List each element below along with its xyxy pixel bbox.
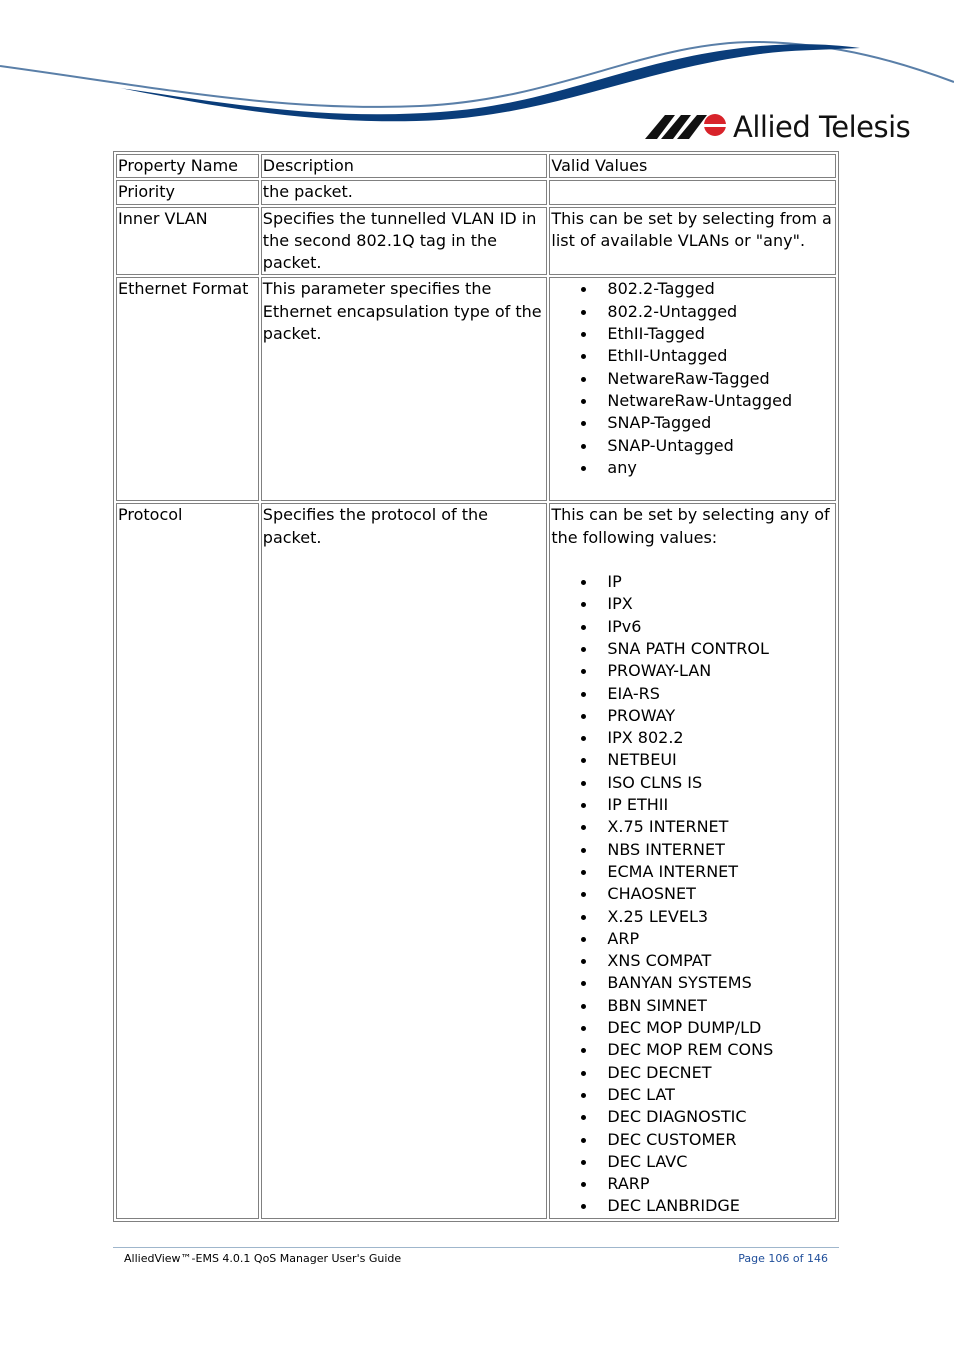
list-item: ISO CLNS IS — [607, 772, 834, 794]
list-item: DEC CUSTOMER — [607, 1129, 834, 1151]
list-item: SNAP-Untagged — [607, 435, 834, 457]
list-item: DEC DIAGNOSTIC — [607, 1106, 834, 1128]
allied-telesis-logo — [645, 108, 911, 148]
list-item: IPX 802.2 — [607, 727, 834, 749]
list-item: IP — [607, 571, 834, 593]
table-header-row — [116, 154, 836, 178]
list-item: BANYAN SYSTEMS — [607, 972, 834, 994]
list-item: ARP — [607, 928, 834, 950]
protocol-intro-text: This can be set by selecting any of the following values: — [551, 505, 830, 547]
property-name-cell: Protocol — [116, 503, 259, 1218]
valid-values-cell: This can be set by selecting from a list of available VLANs or "any". — [549, 207, 836, 276]
list-item: EthII-Tagged — [607, 323, 834, 345]
logo-mark-icon — [645, 108, 729, 144]
list-item: IPv6 — [607, 616, 834, 638]
list-item: SNA PATH CONTROL — [607, 638, 834, 660]
list-item: IP ETHII — [607, 794, 834, 816]
protocol-list — [551, 571, 834, 1218]
list-item: DEC MOP DUMP/LD — [607, 1017, 834, 1039]
column-header-property-name: Property Name — [116, 154, 259, 178]
list-item: DEC LAT — [607, 1084, 834, 1106]
list-item: NETBEUI — [607, 749, 834, 771]
list-item: PROWAY-LAN — [607, 660, 834, 682]
list-item: 802.2-Tagged — [607, 278, 834, 300]
table-row-priority — [116, 180, 836, 204]
list-item: SNAP-Tagged — [607, 412, 834, 434]
properties-table — [113, 151, 839, 1222]
ethernet-format-list — [551, 278, 834, 479]
list-item: NetwareRaw-Untagged — [607, 390, 834, 412]
footer-divider — [113, 1247, 839, 1248]
list-item: NetwareRaw-Tagged — [607, 368, 834, 390]
list-item: DEC LANBRIDGE — [607, 1195, 834, 1217]
list-item: 802.2-Untagged — [607, 301, 834, 323]
description-cell: Specifies the protocol of the packet. — [261, 503, 548, 1218]
property-name-cell: Inner VLAN — [116, 207, 259, 276]
list-item: IPX — [607, 593, 834, 615]
table-row-inner-vlan — [116, 207, 836, 276]
column-header-valid-values: Valid Values — [549, 154, 836, 178]
column-header-description: Description — [261, 154, 548, 178]
property-name-cell: Ethernet Format — [116, 277, 259, 501]
list-item: DEC MOP REM CONS — [607, 1039, 834, 1061]
footer-page-number: Page 106 of 146 — [738, 1252, 828, 1265]
list-item: BBN SIMNET — [607, 995, 834, 1017]
footer-document-title: AlliedView™-EMS 4.0.1 QoS Manager User's Guide — [124, 1252, 402, 1265]
description-cell: the packet. — [261, 180, 548, 204]
list-item: NBS INTERNET — [607, 839, 834, 861]
list-item: X.25 LEVEL3 — [607, 906, 834, 928]
list-item: PROWAY — [607, 705, 834, 727]
valid-values-cell — [549, 180, 836, 204]
list-item: RARP — [607, 1173, 834, 1195]
list-item: XNS COMPAT — [607, 950, 834, 972]
logo-wordmark: Allied Telesis — [733, 110, 911, 144]
list-item: ECMA INTERNET — [607, 861, 834, 883]
valid-values-cell — [549, 277, 836, 501]
list-item: CHAOSNET — [607, 883, 834, 905]
description-cell: This parameter specifies the Ethernet encapsulation type of the packet. — [261, 277, 548, 501]
list-item: DEC DECNET — [607, 1062, 834, 1084]
description-cell: Specifies the tunnelled VLAN ID in the second 802.1Q tag in the packet. — [261, 207, 548, 276]
valid-values-cell — [549, 503, 836, 1218]
list-item: X.75 INTERNET — [607, 816, 834, 838]
list-item: EIA-RS — [607, 683, 834, 705]
list-item: DEC LAVC — [607, 1151, 834, 1173]
list-item: EthII-Untagged — [607, 345, 834, 367]
list-item: any — [607, 457, 834, 479]
property-name-cell: Priority — [116, 180, 259, 204]
table-row-ethernet-format — [116, 277, 836, 501]
table-row-protocol — [116, 503, 836, 1218]
